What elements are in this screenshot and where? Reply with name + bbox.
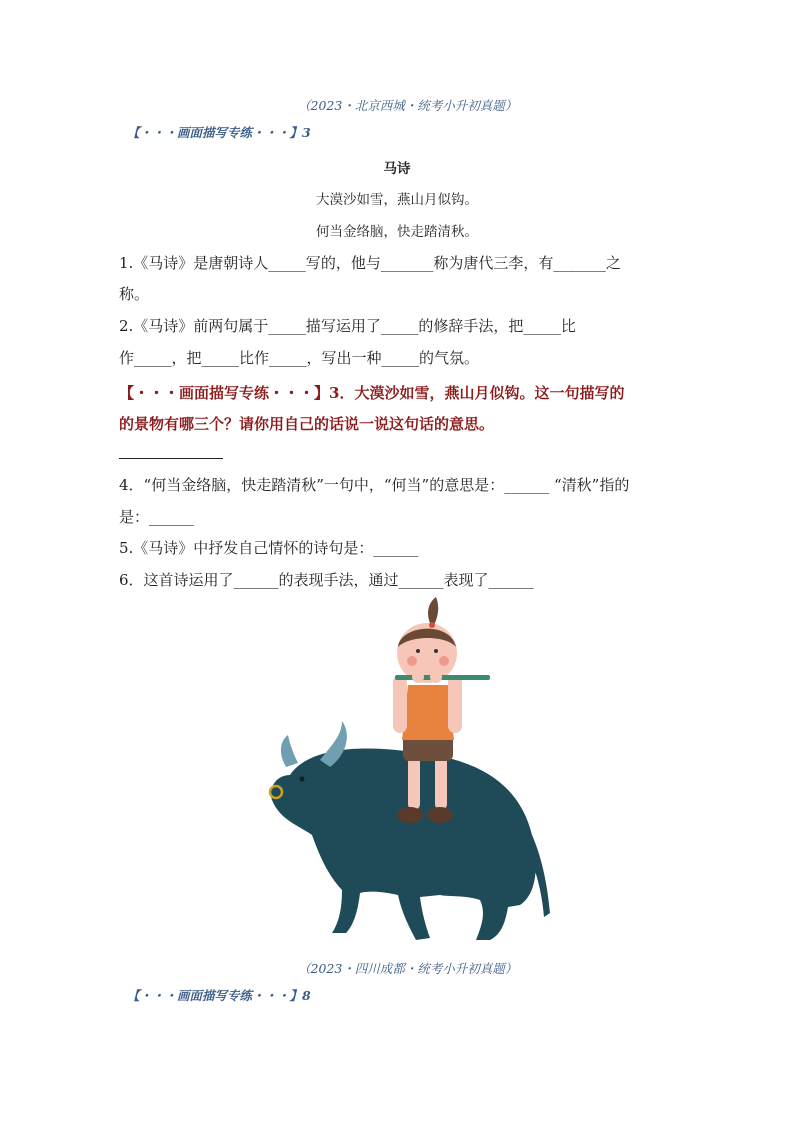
- poem-line-1: 大漠沙如雪，燕山月似钩。: [316, 192, 478, 208]
- question-6: 6．这首诗运用了______的表现手法，通过______表现了______: [119, 571, 534, 589]
- poem-title: 马诗: [383, 161, 411, 177]
- poem-line-2: 何当金络脑，快走踏清秋。: [316, 224, 478, 240]
- question-1-line-2: 称。: [119, 285, 150, 303]
- section-tag: 【・・・画面描写专练・・・】3: [127, 125, 311, 140]
- source-note-2: （2023・四川成都・统考小升初真题）: [298, 961, 518, 976]
- question-4-line-1: 4．“何当金络脑，快走踏清秋”一句中，“何当”的意思是：______ “清秋”指的: [119, 476, 630, 494]
- source-note: （2023・北京西城・统考小升初真题）: [298, 98, 518, 113]
- section-tag-2: 【・・・画面描写专练・・・】8: [127, 988, 311, 1003]
- question-2-line-1: 2.《马诗》前两句属于_____描写运用了_____的修辞手法，把_____比: [119, 317, 576, 335]
- question-3-line-2: 的景物有哪三个？请你用自己的话说一说这句话的意思。: [119, 415, 495, 433]
- answer-blank-line: [119, 458, 223, 459]
- question-4-line-2: 是：______: [119, 508, 195, 526]
- question-1-line-1: 1.《马诗》是唐朝诗人_____写的，他与_______称为唐代三李，有_______之: [119, 254, 621, 272]
- boy-on-ox-illustration: [250, 595, 560, 945]
- question-3-line-1: 【・・・画面描写专练・・・】3．大漠沙如雪，燕山月似钩。这一句描写的: [119, 384, 625, 402]
- question-5: 5.《马诗》中抒发自己情怀的诗句是：______: [119, 539, 419, 557]
- question-2-line-2: 作_____，把_____比作_____，写出一种_____的气氛。: [119, 349, 480, 367]
